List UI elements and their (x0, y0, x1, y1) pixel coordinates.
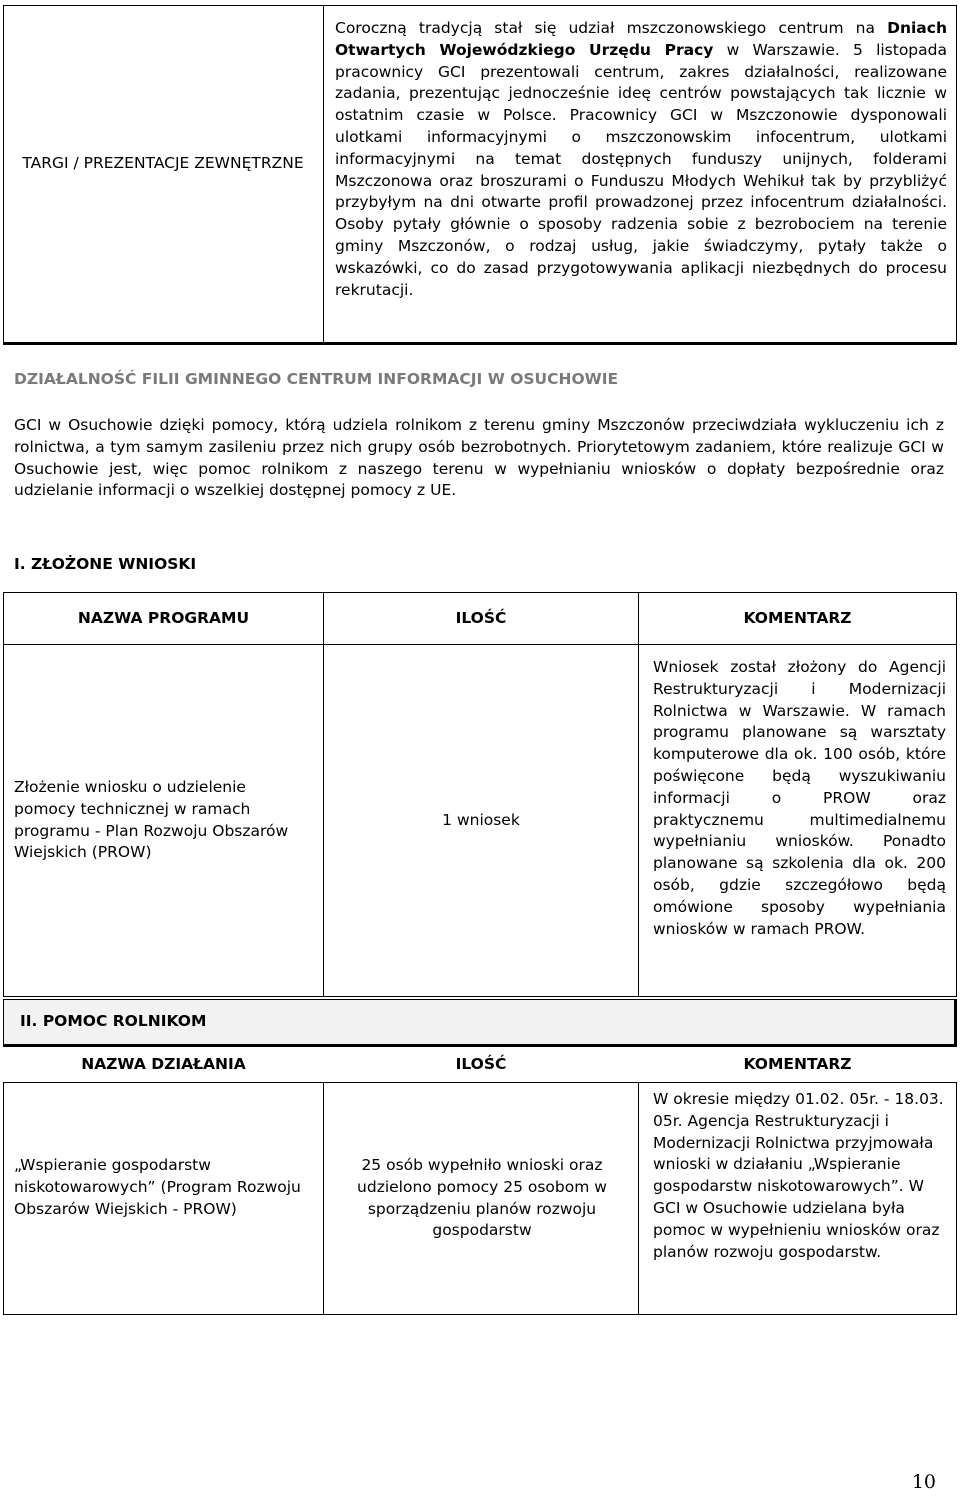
column-header-count: ILOŚĆ (455, 1055, 507, 1073)
table-header-divider (3, 644, 957, 645)
row-action-count: 25 osób wypełniło wnioski oraz udzielono pomocy 25 osobom w sporządzeniu planów rozwoju gospodarstw (357, 1156, 607, 1240)
table-column-divider (638, 592, 639, 997)
filia-heading: DZIAŁALNOŚĆ FILII GMINNEGO CENTRUM INFORMACJI W OSUCHOWIE (14, 370, 619, 388)
table-border-top (3, 5, 957, 6)
section2-title-box (3, 999, 957, 1047)
filia-paragraph: GCI w Osuchowie dzięki pomocy, którą udziela rolnikom z terenu gminy Mszczonów przeciwdziała wykluczeniu ich z rolnictwa, a tym samym zasileniu przez nich grupy osób bezrobotnych. Priorytetowym zadaniem, które realizuje GCI w Osuchowie jest, więc pomoc rolnikom z naszego terenu w wypełnianiu wniosków o dopłaty bezpośrednie oraz udzielanie informacji o wszelkiej dostępnej pomocy z UE. (14, 416, 944, 500)
table-header-divider (3, 1082, 957, 1083)
row-action-comment: W okresie między 01.02. 05r. - 18.03. 05r. Agencja Restrukturyzacji i Modernizacji Rolnictwa przyjmowała wnioski w działaniu „Wspieranie gospodarstw niskotowarowych”. W GCI w Osuchowie udzielana była pomoc w wypełnieniu wniosków oraz planów rozwoju gospodarstw. (653, 1090, 944, 1261)
table-border-right (956, 1082, 957, 1315)
column-header-comment: KOMENTARZ (743, 609, 852, 627)
row-program-comment: Wniosek został złożony do Agencji Restrukturyzacji i Modernizacji Rolnictwa w Warszawie. W ramach programu planowane są warsztaty komputerowe dla ok. 100 osób, które poświęcone będą wyszukiwaniu informacji o PROW oraz praktycznemu multimedialnemu wypełnianiu wniosków. Ponadto planowane są szkolenia dla ok. 200 osób, gdzie szczegółowo będą omówione sposoby wypełniania wniosków w ramach PROW. (653, 658, 946, 938)
row-action-name: „Wspieranie gospodarstw niskotowarowych” (Program Rozwoju Obszarów Wiejskich - PROW) (14, 1156, 301, 1218)
section2-title: II. POMOC ROLNIKOM (20, 1012, 207, 1030)
table-border-bottom (3, 1314, 957, 1315)
table-border-bottom (3, 996, 957, 997)
column-header-name: NAZWA PROGRAMU (77, 609, 250, 627)
table-column-divider (638, 1082, 639, 1315)
table-column-divider (323, 592, 324, 997)
column-header-name: NAZWA DZIAŁANIA (81, 1055, 246, 1073)
targi-text-bold: Dniach Otwartych Wojewódzkiego Urzędu Pracy (335, 19, 947, 59)
table-border-left (3, 592, 4, 997)
table-column-divider (323, 1082, 324, 1315)
table-border-right (956, 5, 957, 344)
column-header-count: ILOŚĆ (455, 609, 507, 627)
table-column-divider (323, 5, 324, 344)
column-header-comment: KOMENTARZ (743, 1055, 852, 1073)
section1-title: I. ZŁOŻONE WNIOSKI (14, 555, 197, 573)
table-border-bottom (3, 342, 957, 345)
page-number: 10 (911, 1471, 936, 1493)
targi-label: TARGI / PREZENTACJE ZEWNĘTRZNE (22, 154, 304, 172)
table-border-left (3, 5, 4, 344)
targi-text-part1: Coroczną tradycją stał się udział mszczonowskiego centrum na (335, 19, 888, 37)
table-border-top (3, 592, 957, 593)
table-border-right (956, 592, 957, 997)
row-program-count: 1 wniosek (442, 811, 520, 829)
row-program-name: Złożenie wniosku o udzielenie pomocy technicznej w ramach programu - Plan Rozwoju Obszarów Wiejskich (PROW) (14, 778, 289, 862)
targi-text-part2: w Warszawie. 5 listopada pracownicy GCI prezentowali centrum, zakres działalności, realizowane zadania, prezentując jednocześnie ideę centrów powstających tak licznie w ostatnim czasie w Polsce. Pracownicy GCI w Mszczonowie dysponowali ulotkami informacyjnymi o mszczonowskim infocentrum, ulotkami informacyjnymi na temat dostępnych funduszy unijnych, folderami Mszczonowa oraz broszurami o Funduszu Młodych Wehikuł tak by przybliżyć przybyłym na dni otwarte profil prowadzonej przez infocentrum działalności. Osoby pytały głównie o sposoby radzenia sobie z bezrobociem na terenie gminy Mszczonów, o rodzaj usług, jakie świadczymy, pytały także o wskazówki, co do zasad przygotowywania aplikacji niezbędnych do procesu rekrutacji. (335, 40, 947, 299)
table-border-left (3, 1082, 4, 1315)
targi-description (335, 18, 947, 301)
